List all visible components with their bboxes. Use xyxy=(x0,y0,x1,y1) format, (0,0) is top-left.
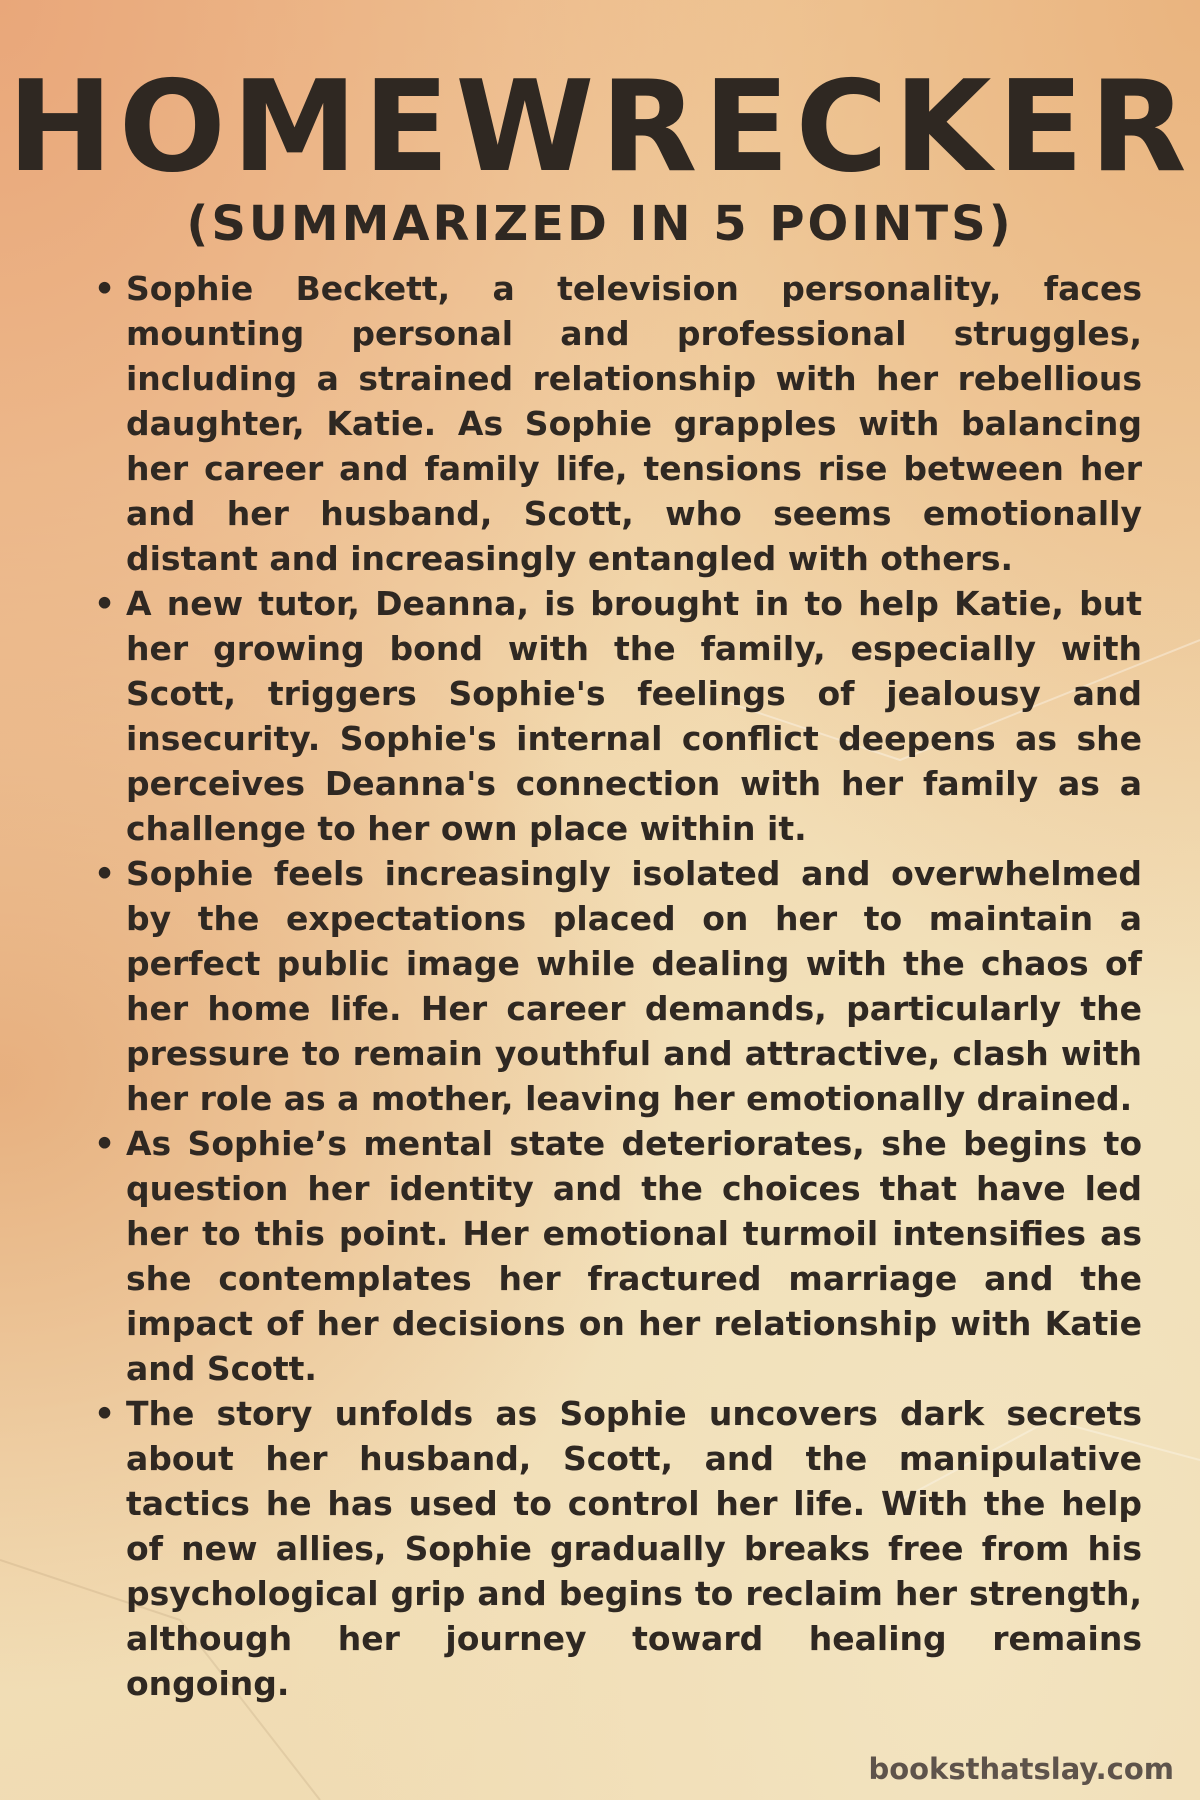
bullet-icon: • xyxy=(94,854,116,893)
bullet-icon: • xyxy=(94,1124,116,1163)
bullet-icon: • xyxy=(94,1394,116,1433)
summary-point xyxy=(92,851,1142,1121)
summary-point-text: Sophie Beckett, a television personality, faces mounting personal and professional struggles, including a strained relationship with her rebellious daughter, Katie. As Sophie grapples with balancing her career and family life, tensions rise between her and her husband, Scott, who seems emotionally distant and increasingly entangled with others. xyxy=(126,269,1142,578)
site-watermark[interactable]: booksthatslay.com xyxy=(868,1752,1174,1786)
bullet-icon: • xyxy=(94,584,116,623)
summary-point-text: Sophie feels increasingly isolated and overwhelmed by the expectations placed on her to maintain a perfect public image while dealing with the chaos of her home life. Her career demands, particularly the pressure to remain youthful and attractive, clash with her role as a mother, leaving her emotionally drained. xyxy=(126,854,1142,1118)
summary-point-text: The story unfolds as Sophie uncovers dark secrets about her husband, Scott, and the manipulative tactics he has used to control her life. With the help of new allies, Sophie gradually breaks free from his psychological grip and begins to reclaim her strength, although her journey toward healing remains ongoing. xyxy=(126,1394,1142,1703)
summary-point-text: A new tutor, Deanna, is brought in to help Katie, but her growing bond with the family, especially with Scott, triggers Sophie's feelings of jealousy and insecurity. Sophie's internal conflict deepens as she perceives Deanna's connection with her family as a challenge to her own place within it. xyxy=(126,584,1142,848)
page-subtitle: (SUMMARIZED IN 5 POINTS) xyxy=(186,196,1014,252)
summary-points-list xyxy=(92,266,1142,1706)
summary-point xyxy=(92,581,1142,851)
summary-point xyxy=(92,1391,1142,1706)
bullet-icon: • xyxy=(94,269,116,308)
page-title: HOMEWRECKER xyxy=(7,53,1193,200)
summary-point-text: As Sophie’s mental state deteriorates, she begins to question her identity and the choices that have led her to this point. Her emotional turmoil intensifies as she contemplates her fractured marriage and the impact of her decisions on her relationship with Katie and Scott. xyxy=(126,1124,1142,1388)
summary-point xyxy=(92,1121,1142,1391)
summary-point xyxy=(92,266,1142,581)
